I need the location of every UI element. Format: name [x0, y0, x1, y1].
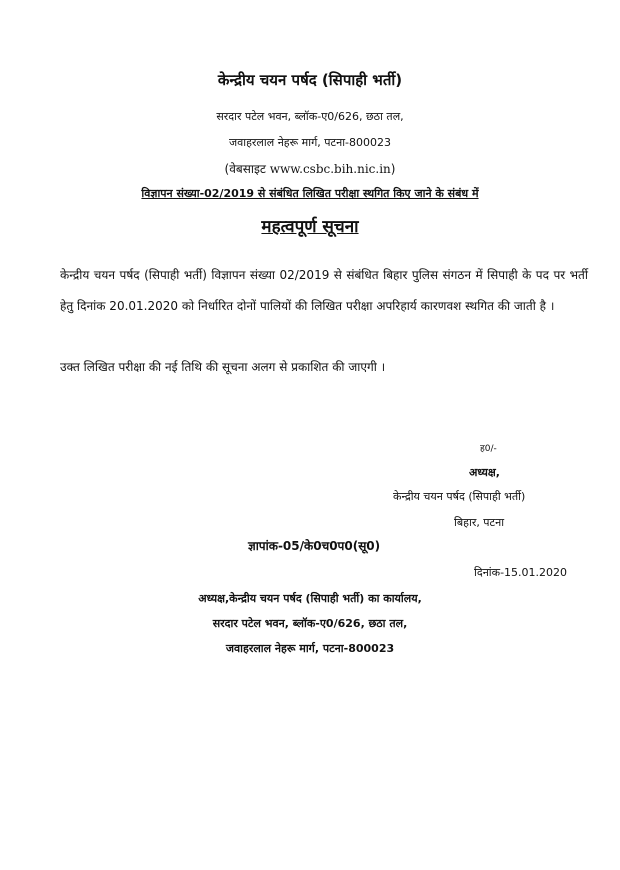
signature-title: अध्यक्ष,	[469, 466, 500, 479]
body-paragraph-2: उक्त लिखित परीक्षा की नई तिथि की सूचना अलग से प्रकाशित की जाएगी ।	[60, 360, 386, 374]
website-line	[0, 160, 620, 177]
address-line-1: सरदार पटेल भवन, ब्लॉक-ए0/626, छठा तल,	[216, 110, 404, 123]
subject-line: विज्ञापन संख्या-02/2019 से संबंधित लिखित परीक्षा स्थगित किए जाने के संबंध में	[141, 187, 479, 200]
signature-org: केन्द्रीय चयन पर्षद (सिपाही भर्ती)	[393, 490, 526, 503]
copy-to-line-3: जवाहरलाल नेहरू मार्ग, पटना-800023	[225, 642, 395, 655]
memo-date: दिनांक-15.01.2020	[474, 566, 568, 579]
org-name: केन्द्रीय चयन पर्षद (सिपाही भर्ती)	[217, 71, 403, 89]
notice-title: महत्वपूर्ण सूचना	[261, 217, 359, 237]
address-line-2: जवाहरलाल नेहरू मार्ग, पटना-800023	[228, 136, 392, 149]
memo-number: ज्ञापांक-05/के0च0प0(सू0)	[248, 539, 381, 553]
body-paragraph-1: केन्द्रीय चयन पर्षद (सिपाही भर्ती) विज्ञापन संख्या 02/2019 से संबंधित बिहार पुलिस संगठन में सिपाही के पद पर भर्ती हेतु दिनांक 20.01.2020 को निर्धारित दोनों पालियों की लिखित परीक्षा अपरिहार्य कारणवश स्थगित की जाती है ।	[60, 268, 588, 313]
website-prefix: (वेबसाइट	[224, 162, 270, 176]
website-suffix: )	[390, 162, 396, 176]
copy-to-line-2: सरदार पटेल भवन, ब्लॉक-ए0/626, छठा तल,	[212, 617, 408, 630]
website-url: www.csbc.bih.nic.in	[269, 162, 391, 176]
signature-sd: ह0/-	[480, 444, 497, 454]
copy-to-line-1: अध्यक्ष,केन्द्रीय चयन पर्षद (सिपाही भर्ती) का कार्यालय,	[198, 592, 422, 605]
signature-place: बिहार, पटना	[454, 516, 505, 529]
